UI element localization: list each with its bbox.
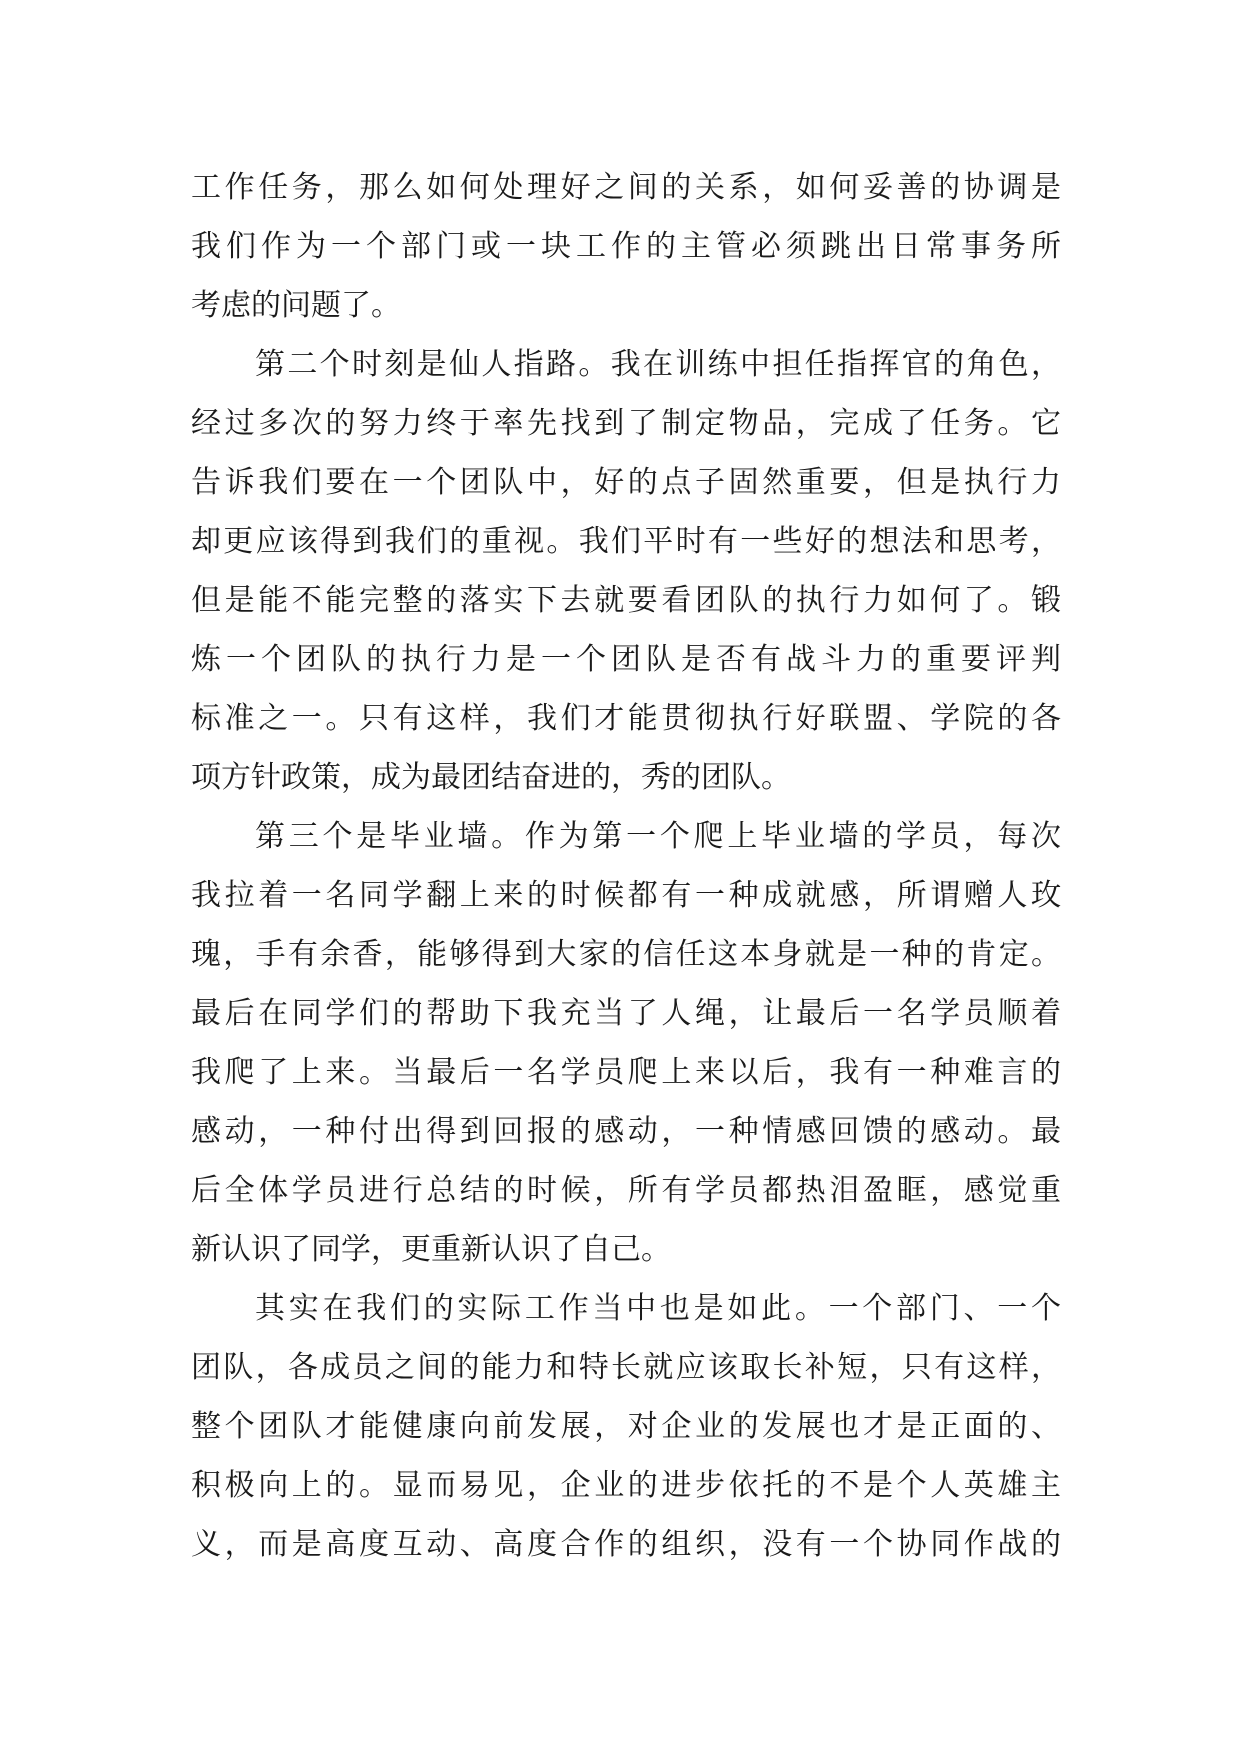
text-line: 感动，一种付出得到回报的感动，一种情感回馈的感动。最 xyxy=(191,1114,1061,1149)
text-line: 但是能不能完整的落实下去就要看团队的执行力如何了。锻 xyxy=(191,583,1061,618)
text-line: 最后在同学们的帮助下我充当了人绳，让最后一名学员顺着 xyxy=(191,996,1061,1031)
text-line: 炼一个团队的执行力是一个团队是否有战斗力的重要评判 xyxy=(191,642,1061,677)
text-line: 整个团队才能健康向前发展，对企业的发展也才是正面的、 xyxy=(191,1409,1061,1444)
text-line: 我们作为一个部门或一块工作的主管必须跳出日常事务所 xyxy=(191,229,1061,264)
paragraph-first-line: 第二个时刻是仙人指路。我在训练中担任指挥官的角色， xyxy=(255,347,1061,382)
text-line: 项方针政策，成为最团结奋进的，秀的团队。 xyxy=(191,760,791,795)
text-line: 却更应该得到我们的重视。我们平时有一些好的想法和思考， xyxy=(191,524,1061,559)
text-line: 团队，各成员之间的能力和特长就应该取长补短，只有这样， xyxy=(191,1350,1061,1385)
document-body xyxy=(191,158,1061,1574)
text-line: 我爬了上来。当最后一名学员爬上来以后，我有一种难言的 xyxy=(191,1055,1061,1090)
text-line: 瑰，手有余香，能够得到大家的信任这本身就是一种的肯定。 xyxy=(191,937,1061,972)
text-line: 后全体学员进行总结的时候，所有学员都热泪盈眶，感觉重 xyxy=(191,1173,1061,1208)
text-line: 工作任务，那么如何处理好之间的关系，如何妥善的协调是 xyxy=(191,170,1061,205)
text-line: 告诉我们要在一个团队中，好的点子固然重要，但是执行力 xyxy=(191,465,1061,500)
text-line: 标准之一。只有这样，我们才能贯彻执行好联盟、学院的各 xyxy=(191,701,1061,736)
text-line: 义，而是高度互动、高度合作的组织，没有一个协同作战的 xyxy=(191,1527,1061,1562)
paragraph-first-line: 其实在我们的实际工作当中也是如此。一个部门、一个 xyxy=(255,1291,1061,1326)
text-line: 积极向上的。显而易见，企业的进步依托的不是个人英雄主 xyxy=(191,1468,1061,1503)
text-line: 新认识了同学，更重新认识了自己。 xyxy=(191,1232,671,1267)
text-line: 我拉着一名同学翻上来的时候都有一种成就感，所谓赠人玫 xyxy=(191,878,1061,913)
paragraph-first-line: 第三个是毕业墙。作为第一个爬上毕业墙的学员，每次 xyxy=(255,819,1061,854)
text-line: 考虑的问题了。 xyxy=(191,288,401,323)
text-line: 经过多次的努力终于率先找到了制定物品，完成了任务。它 xyxy=(191,406,1061,441)
